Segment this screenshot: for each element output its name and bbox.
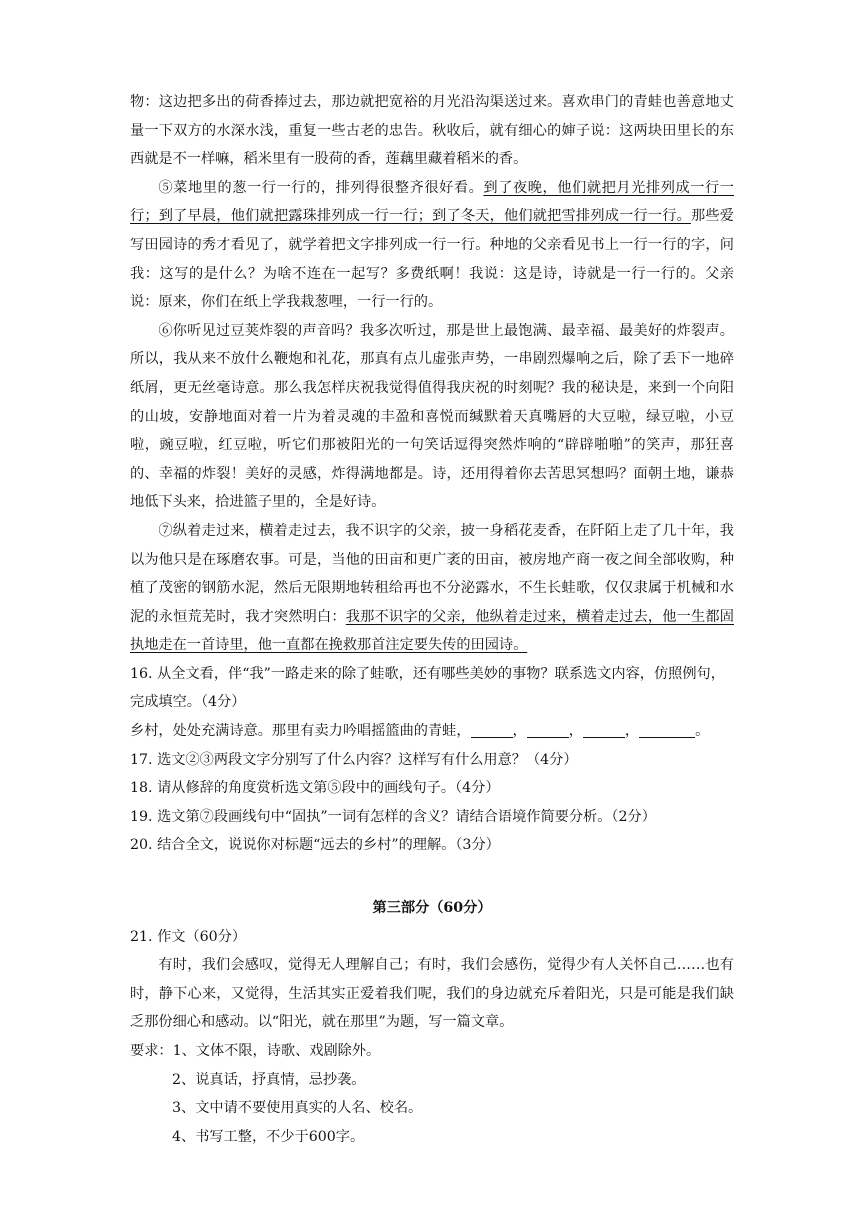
question-17: 17. 选文②③两段文字分别写了什么内容？这样写有什么用意？（4分） xyxy=(130,751,578,768)
paragraph-5-intro: ⑤菜地里的葱一行一行的，排列得很整齐很好看。 xyxy=(158,179,484,196)
passage-paragraph-7 xyxy=(130,517,734,660)
requirement-1: 要求：1、文体不限，诗歌、戏剧除外。 xyxy=(130,1043,381,1059)
essay-prompt: 有时，我们会感叹，觉得无人理解自己；有时，我们会感伤，觉得少有人关怀自己……也有时，静下心来，又觉得，生活其实正爱着我们呢，我们的身边就充斥着阳光，只是可能是我们缺乏那份细心和感动。以“阳光，就在那里”为题，写一篇文章。 xyxy=(130,957,734,1031)
question-20: 20. 结合全文，说说你对标题“远去的乡村”的理解。（3分） xyxy=(130,837,500,854)
question-16-example: 乡村，处处充满诗意。那里有卖力吟唱摇篮曲的青蛙， xyxy=(130,723,471,740)
passage-paragraph-4-tail: 物：这边把多出的荷香捧过去，那边就把宽裕的月光沿沟渠送过来。喜欢串门的青蛙也善意地丈量一下双方的水深水浅，重复一些古老的忠告。秋收后，就有细心的婶子说：这两块田里长的东西就是不一样嘛，稻米里有一股荷的香，莲藕里藏着稻米的香。 xyxy=(130,94,734,168)
blank-separator: ， xyxy=(624,723,640,740)
answer-blank-4[interactable] xyxy=(639,719,695,738)
question-16-fill-line xyxy=(130,717,734,746)
paragraph-5-rest: 那些爱写田园诗的秀才看见了，就学着把文字排列成一行一行。种地的父亲看见书上一行一行的字，问我：这写的是什么？为啥不连在一起写？多费纸啊！我说：这是诗，诗就是一行一行的。父亲说：原来，你们在纸上学我栽葱哩，一行一行的。 xyxy=(130,208,734,311)
question-16: 16. 从全文看，伴“我”一路走来的除了蛙歌，还有哪些美妙的事物？联系选文内容，仿照例句，完成填空。（4分） xyxy=(130,665,725,711)
requirement-2: 2、说真话，抒真情，忌抄袭。 xyxy=(172,1071,366,1088)
question-18: 18. 请从修辞的角度赏析选文第⑤段中的画线句子。（4分） xyxy=(130,780,500,797)
section-gap xyxy=(130,860,734,894)
paragraph-7-underlined-sentence: 我那不识字的父亲，他纵着走过来，横着走过去，他一生都固执地走在一首诗里，他一直都在挽救那首注定要失传的田园诗。 xyxy=(130,608,734,654)
question-19: 19. 选文第⑦段画线句中“固执”一词有怎样的含义？请结合语境作简要分析。（2分） xyxy=(130,808,656,825)
blank-separator: ， xyxy=(512,723,527,740)
passage-paragraph-5 xyxy=(130,174,734,317)
exam-page xyxy=(130,88,734,1151)
part-3-title: 第三部分（60分） xyxy=(372,900,492,917)
answer-blank-3[interactable] xyxy=(583,719,625,738)
answer-blank-2[interactable] xyxy=(527,719,569,738)
requirement-4: 4、书写工整，不少于600字。 xyxy=(172,1128,365,1145)
requirement-3: 3、文中请不要使用真实的人名、校名。 xyxy=(172,1100,423,1117)
answer-blank-1[interactable] xyxy=(471,719,513,738)
paragraph-5-underlined-sentence: 到了夜晚，他们就把月光排列成一行一行；到了早晨，他们就把露珠排列成一行一行；到了冬天，他们就把雪排列成一行一行。 xyxy=(130,179,734,225)
passage-paragraph-6: ⑥你听见过豆荚炸裂的声音吗？我多次听过，那是世上最饱满、最幸福、最美好的炸裂声。所以，我从来不放什么鞭炮和礼花，那真有点儿虚张声势，一串剧烈爆响之后，除了丢下一地碎纸屑，更无丝毫诗意。那么我怎样庆祝我觉得值得我庆祝的时刻呢？我的秘诀是，来到一个向阳的山坡，安静地面对着一片为着灵魂的丰盈和喜悦而缄默着天真嘴唇的大豆啦，绿豆啦，小豆啦，豌豆啦，红豆啦，听它们那被阳光的一句笑话逗得突然炸响的“辟辟啪啪”的笑声，那狂喜的、幸福的炸裂！美好的灵感，炸得满地都是。诗，还用得着你去苦思冥想吗？面朝土地，谦恭地低下头来，拾进篮子里的，全是好诗。 xyxy=(130,322,734,511)
question-21: 21. 作文（60分） xyxy=(130,928,247,945)
paragraph-7-text: ⑦纵着走过来，横着走过去，我不识字的父亲，披一身稻花麦香，在阡陌上走了几十年，我以为他只是在琢磨农事。可是，当他的田亩和更广袤的田亩，被房地产商一夜之间全部收购，种植了茂密的钢筋水泥，然后无限期地转租给再也不分泌露水，不生长蛙歌，仅仅隶属于机械和水泥的永恒荒芜时，我才突然明白： xyxy=(130,522,734,625)
blank-separator: ， xyxy=(568,723,583,740)
blank-end-mark: 。 xyxy=(695,723,710,740)
